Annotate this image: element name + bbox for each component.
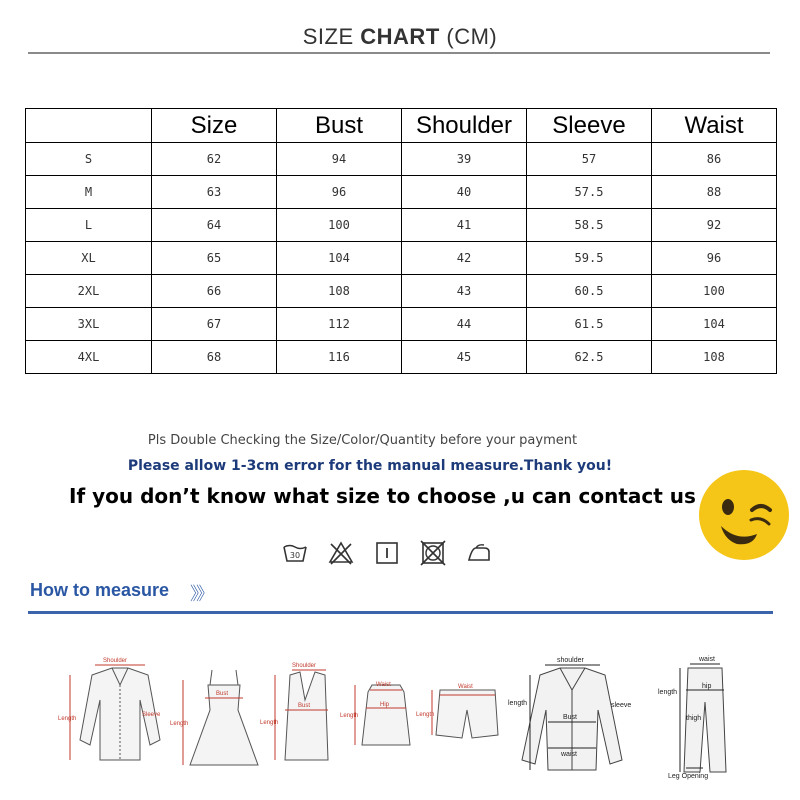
table-row <box>26 176 777 209</box>
size-chart-table <box>25 108 777 374</box>
dress-bust-label: Bust <box>216 691 229 697</box>
care-icons <box>282 540 492 566</box>
table-cell: 61.5 <box>527 308 652 341</box>
table-row <box>26 341 777 374</box>
table-cell: 62 <box>152 143 277 176</box>
table-cell: 43 <box>402 275 527 308</box>
double-chevron-icon: 》》 <box>190 584 211 605</box>
wash-temp-label: 30 <box>289 551 301 560</box>
table-cell: 88 <box>652 176 777 209</box>
shirt-length-label: Length <box>58 716 77 722</box>
shorts-length-label: Length <box>416 712 435 718</box>
table-cell: 65 <box>152 242 277 275</box>
table-header-row <box>26 109 777 143</box>
vest-bust-label: Bust <box>298 703 311 709</box>
pants-leg-opening-label: Leg Opening <box>668 773 709 780</box>
jacket-length-label: length <box>508 700 528 707</box>
table-header: Waist <box>652 109 777 143</box>
table-cell: 2XL <box>26 275 152 308</box>
iron-icon <box>466 540 492 566</box>
dress-length-label: Length <box>170 721 189 727</box>
shorts-diagram <box>432 690 498 738</box>
table-cell: 60.5 <box>527 275 652 308</box>
table-cell: XL <box>26 242 152 275</box>
table-cell: 58.5 <box>527 209 652 242</box>
table-cell: 57 <box>527 143 652 176</box>
table-header: Shoulder <box>402 109 527 143</box>
pants-thigh-label: thigh <box>686 715 702 722</box>
table-cell: L <box>26 209 152 242</box>
table-cell: 40 <box>402 176 527 209</box>
table-cell: 86 <box>652 143 777 176</box>
vest-shoulder-label: Shoulder <box>292 663 317 669</box>
shirt-shoulder-label: Shoulder <box>103 658 128 664</box>
table-cell: 96 <box>277 176 402 209</box>
table-cell: 100 <box>652 275 777 308</box>
table-cell: 116 <box>277 341 402 374</box>
table-row <box>26 275 777 308</box>
table-cell: M <box>26 176 152 209</box>
table-header: Size <box>152 109 277 143</box>
section-divider <box>28 611 773 614</box>
table-row <box>26 209 777 242</box>
page-title: SIZE CHART (CM) <box>302 24 498 49</box>
pants-length-label: length <box>658 689 678 696</box>
table-cell: 57.5 <box>527 176 652 209</box>
table-row <box>26 242 777 275</box>
table-cell: S <box>26 143 152 176</box>
winking-face-icon <box>697 468 791 562</box>
vest-diagram <box>275 670 328 760</box>
table-cell: 44 <box>402 308 527 341</box>
no-tumble-dry-icon <box>420 540 446 566</box>
table-cell: 94 <box>277 143 402 176</box>
table-cell: 100 <box>277 209 402 242</box>
table-header: Bust <box>277 109 402 143</box>
table-cell: 45 <box>402 341 527 374</box>
dress-diagram <box>183 670 258 765</box>
error-note: Please allow 1-3cm error for the manual measure.Thank you! <box>127 458 613 474</box>
skirt-diagram <box>355 685 410 745</box>
table-cell: 64 <box>152 209 277 242</box>
contact-note: If you don’t know what size to choose ,u can contact us <box>69 484 696 508</box>
wash-30-icon <box>282 540 308 566</box>
table-cell: 112 <box>277 308 402 341</box>
title-divider <box>28 52 770 54</box>
table-cell: 68 <box>152 341 277 374</box>
skirt-length-label: Length <box>340 713 359 719</box>
table-cell: 59.5 <box>527 242 652 275</box>
pants-hip-label: hip <box>702 683 712 690</box>
table-cell: 39 <box>402 143 527 176</box>
jacket-shoulder-label: shoulder <box>557 657 584 664</box>
no-bleach-icon <box>328 540 354 566</box>
table-cell: 3XL <box>26 308 152 341</box>
pants-waist-label: waist <box>699 656 715 663</box>
measurement-diagrams <box>0 640 800 790</box>
table-cell: 42 <box>402 242 527 275</box>
tumble-dry-icon <box>374 540 400 566</box>
table-cell: 92 <box>652 209 777 242</box>
vest-length-label: Length <box>260 720 279 726</box>
skirt-waist-label: Waist <box>376 682 391 688</box>
table-cell: 63 <box>152 176 277 209</box>
table-row <box>26 143 777 176</box>
table-cell: 67 <box>152 308 277 341</box>
table-cell: 104 <box>277 242 402 275</box>
jacket-bust-label: Bust <box>563 714 578 721</box>
how-to-measure-title: How to measure <box>30 580 170 600</box>
table-cell: 41 <box>402 209 527 242</box>
table-cell: 104 <box>652 308 777 341</box>
jacket-waist-label: waist <box>561 751 577 758</box>
table-cell: 108 <box>277 275 402 308</box>
table-cell: 4XL <box>26 341 152 374</box>
table-header: Sleeve <box>527 109 652 143</box>
table-cell: 96 <box>652 242 777 275</box>
table-cell: 108 <box>652 341 777 374</box>
table-cell: 62.5 <box>527 341 652 374</box>
jacket-sleeve-label: sleeve <box>611 702 632 709</box>
table-row <box>26 308 777 341</box>
shirt-sleeve-label: Sleeve <box>142 712 161 718</box>
table-header <box>26 109 152 143</box>
table-cell: 66 <box>152 275 277 308</box>
skirt-hip-label: Hip <box>380 702 390 708</box>
shorts-waist-label: Waist <box>458 684 473 690</box>
payment-note: Pls Double Checking the Size/Color/Quantity before your payment <box>147 433 578 448</box>
